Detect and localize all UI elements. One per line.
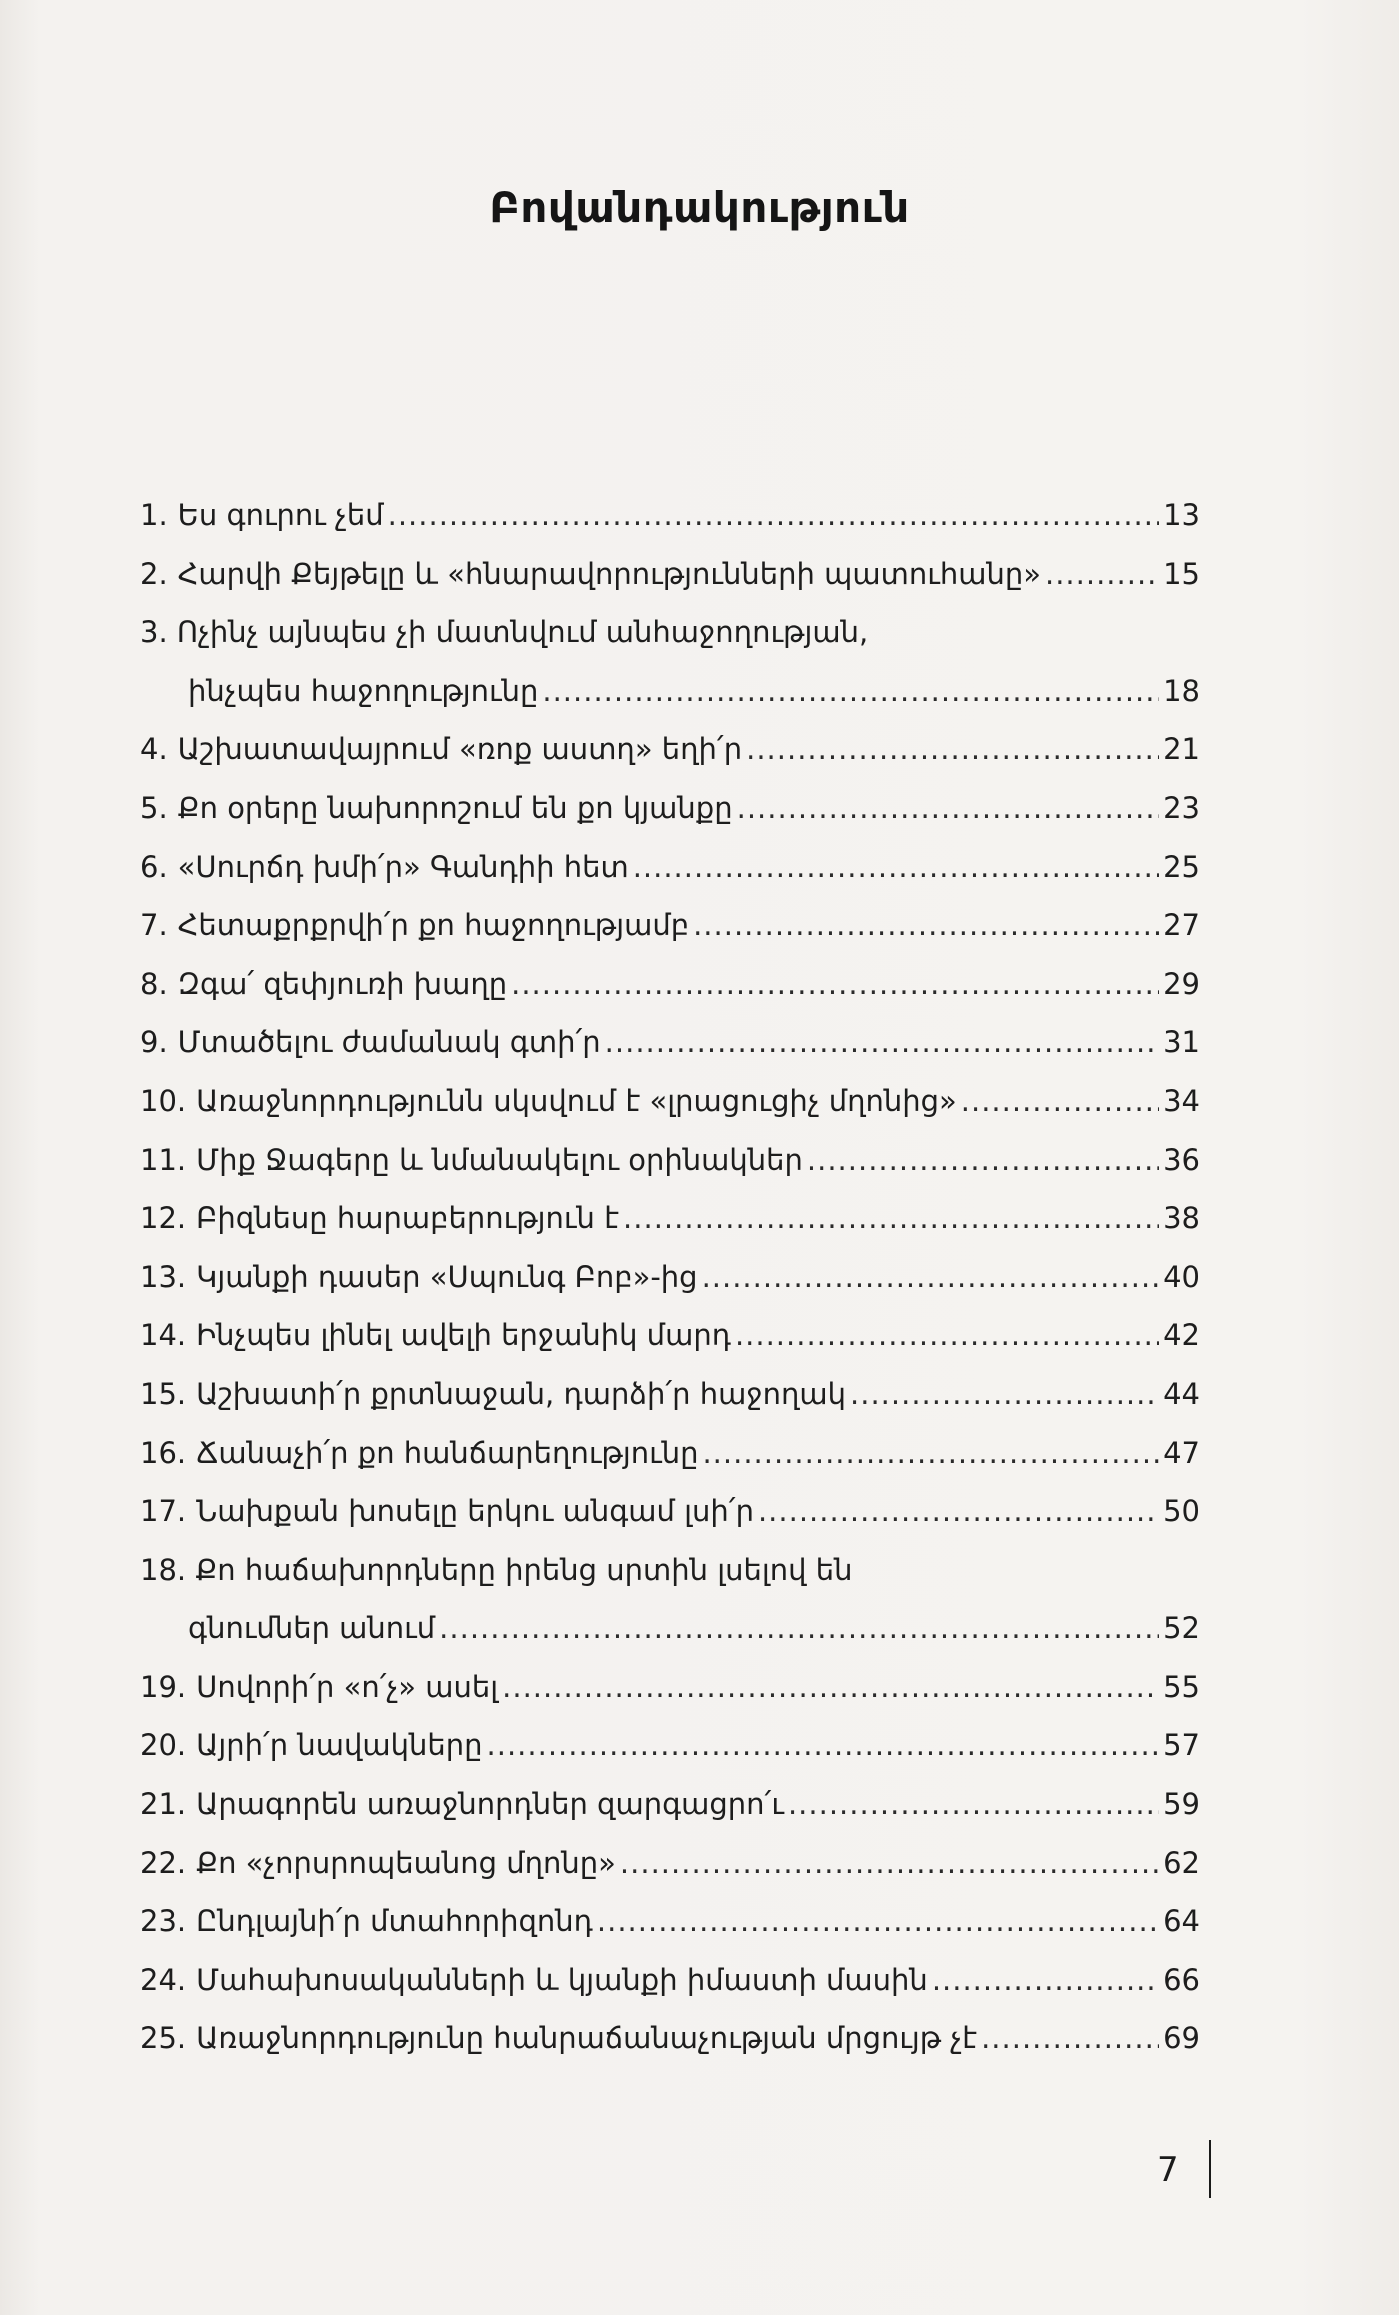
toc-entry <box>140 779 1200 838</box>
toc-entry-page: 59 <box>1163 1787 1200 1822</box>
toc-entry-number: 21. <box>140 1787 187 1822</box>
dot-leader <box>605 1013 1159 1072</box>
toc-entry <box>140 2009 1200 2068</box>
toc-entry <box>140 1834 1200 1893</box>
toc-entry <box>140 1775 1200 1834</box>
toc-entry <box>140 545 1200 604</box>
toc-entry-number: 14. <box>140 1318 187 1353</box>
dot-leader <box>502 1658 1159 1717</box>
toc-entry-title: Ինչպես լինել ավելի երջանիկ մարդ <box>196 1318 731 1353</box>
dot-leader <box>850 1365 1159 1424</box>
toc-entry <box>140 1131 1200 1190</box>
toc-entry-number: 12. <box>140 1201 187 1236</box>
toc-entry-page: 38 <box>1163 1201 1200 1236</box>
dot-leader <box>807 1131 1159 1190</box>
toc-entry <box>140 1892 1200 1951</box>
toc-entry <box>140 1248 1200 1307</box>
toc-entry <box>140 1716 1200 1775</box>
toc-entry-page: 66 <box>1163 1962 1200 1997</box>
toc-entry-page: 21 <box>1163 732 1200 767</box>
toc-entry-title: Քո «չորսրոպեանոց մղոնը» <box>196 1845 616 1880</box>
toc-entry-page: 25 <box>1163 849 1200 884</box>
toc-entry <box>140 1189 1200 1248</box>
toc-entry-title: Կյանքի դասեր «Սպունգ Բոբ»-ից <box>196 1259 698 1294</box>
toc-entry <box>140 838 1200 897</box>
toc-entry-title: Բիզնեսը հարաբերություն է <box>196 1201 620 1236</box>
page-title: Բովանդակություն <box>489 183 910 232</box>
toc-entry-page: 64 <box>1163 1904 1200 1939</box>
toc-entry-page: 23 <box>1163 790 1200 825</box>
toc-entry-page: 15 <box>1163 556 1200 591</box>
toc-entry-title: ինչպես հաջողությունը <box>188 673 539 708</box>
dot-leader <box>735 1306 1159 1365</box>
toc-entry-number: 6. <box>140 849 168 884</box>
dot-leader <box>542 662 1159 721</box>
toc-entry-number: 15. <box>140 1376 187 1411</box>
toc-entry-number: 19. <box>140 1669 187 1704</box>
dot-leader <box>981 2009 1159 2068</box>
toc-entry <box>140 720 1200 779</box>
toc-entry <box>140 1072 1200 1131</box>
toc-entry-number: 8. <box>140 966 168 1001</box>
dot-leader <box>511 955 1159 1014</box>
toc-entry <box>140 486 1200 545</box>
toc-entry-page: 55 <box>1163 1669 1200 1704</box>
dot-leader <box>746 720 1159 779</box>
toc-entry-page: 31 <box>1163 1025 1200 1060</box>
toc-entry-title: Նախքան խոսելը երկու անգամ լսի՛ր <box>196 1494 754 1529</box>
toc-entry-page: 36 <box>1163 1142 1200 1177</box>
toc-entry-title: Աշխատի՛ր քրտնաջան, դարձի՛ր հաջողակ <box>196 1376 847 1411</box>
toc-entry-page: 34 <box>1163 1083 1200 1118</box>
toc-entry-number: 16. <box>140 1435 187 1470</box>
toc-entry-number: 17. <box>140 1494 187 1529</box>
toc-entry-title: Առաջնորդությունը հանրաճանաչության մրցույթ չէ <box>196 2021 978 2056</box>
toc-entry-page: 40 <box>1163 1259 1200 1294</box>
toc-entry-page: 62 <box>1163 1845 1200 1880</box>
toc-entry-number: 1. <box>140 498 168 532</box>
toc-entry-number: 7. <box>140 908 168 943</box>
dot-leader <box>758 1482 1159 1541</box>
toc-entry-title: Ճանաչի՛ր քո հանճարեղությունը <box>196 1435 699 1470</box>
toc-entry-page: 13 <box>1163 498 1200 532</box>
dot-leader <box>788 1775 1159 1834</box>
toc-entry-title: Միք Ջագերը և նմանակելու օրինակներ <box>196 1142 803 1177</box>
dot-leader <box>597 1892 1159 1951</box>
toc-entry-number: 9. <box>140 1025 168 1060</box>
toc-entry <box>140 955 1200 1014</box>
toc-entry-page: 50 <box>1163 1494 1200 1529</box>
toc-entry-number: 13. <box>140 1259 187 1294</box>
dot-leader <box>1045 545 1159 604</box>
toc-entry-page: 52 <box>1163 1611 1200 1646</box>
toc-entry <box>140 1951 1200 2010</box>
toc-entry-number: 2. <box>140 556 168 591</box>
dot-leader <box>623 1189 1159 1248</box>
toc-entry-number: 24. <box>140 1962 187 1997</box>
toc-entry <box>140 1013 1200 1072</box>
toc-entry-title: Սովորի՛ր «ո՛չ» ասել <box>196 1669 499 1704</box>
page-number-rule <box>1209 2140 1211 2198</box>
toc-entry-title: գնումներ անում <box>188 1611 436 1646</box>
table-of-contents <box>140 486 1200 2068</box>
toc-entry-title: Մահախոսականների և կյանքի իմաստի մասին <box>196 1962 928 1997</box>
dot-leader <box>702 1248 1160 1307</box>
toc-entry <box>140 1424 1200 1483</box>
toc-entry-title: Աշխատավայրում «ռոք աստղ» եղի՛ր <box>177 732 743 767</box>
toc-entry-title: Արագորեն առաջնորդներ զարգացրո՛ւ <box>196 1787 784 1822</box>
toc-entry-page: 18 <box>1163 673 1200 708</box>
dot-leader <box>439 1599 1159 1658</box>
toc-entry-number: 22. <box>140 1845 187 1880</box>
toc-entry-title-line1: Քո հաճախորդները իրենց սրտին լսելով են <box>195 1552 853 1587</box>
toc-entry-title: Այրի՛ր նավակները <box>196 1728 483 1763</box>
toc-entry <box>140 1365 1200 1424</box>
dot-leader <box>633 838 1159 897</box>
toc-entry <box>140 1658 1200 1717</box>
toc-entry-page: 69 <box>1163 2021 1200 2056</box>
toc-entry <box>140 1306 1200 1365</box>
toc-entry-page: 27 <box>1163 908 1200 943</box>
toc-entry <box>140 603 1200 720</box>
toc-entry-number: 4. <box>140 732 168 767</box>
dot-leader <box>620 1834 1159 1893</box>
page-number: 7 <box>1157 2150 1179 2190</box>
dot-leader <box>961 1072 1159 1131</box>
toc-entry-page: 44 <box>1163 1376 1200 1411</box>
toc-entry-number: 3. <box>140 615 168 650</box>
toc-entry-page: 42 <box>1163 1318 1200 1353</box>
toc-entry-title-line1: Ոչինչ այնպես չի մատնվում անհաջողության, <box>176 615 869 650</box>
toc-entry-title: Մտածելու ժամանակ գտի՛ր <box>177 1025 601 1060</box>
toc-entry-page: 29 <box>1163 966 1200 1001</box>
dot-leader <box>932 1951 1159 2010</box>
toc-entry-number: 18. <box>140 1552 187 1587</box>
toc-entry-title: Քո օրերը նախորոշում են քո կյանքը <box>177 790 733 825</box>
toc-entry-page: 57 <box>1163 1728 1200 1763</box>
toc-entry-number: 11. <box>140 1142 187 1177</box>
toc-entry <box>140 896 1200 955</box>
dot-leader <box>693 896 1159 955</box>
toc-entry <box>140 1541 1200 1658</box>
dot-leader <box>737 779 1159 838</box>
toc-entry-title: Առաջնորդությունն սկսվում է «լրացուցիչ մղոնից» <box>196 1083 957 1118</box>
toc-entry-title: Ընդլայնի՛ր մտահորիզոնդ <box>196 1904 593 1939</box>
dot-leader <box>388 486 1159 545</box>
toc-entry-number: 10. <box>140 1083 187 1118</box>
toc-entry-number: 20. <box>140 1728 187 1763</box>
toc-entry <box>140 1482 1200 1541</box>
toc-entry-title: «Սուրճդ խմի՛ր» Գանդիի հետ <box>177 849 629 884</box>
toc-entry-page: 47 <box>1163 1435 1200 1470</box>
toc-entry-title: Զգա՛ զեփյուռի խաղը <box>177 966 508 1001</box>
toc-entry-title: Հետաքրքրվի՛ր քո հաջողությամբ <box>177 908 690 943</box>
toc-entry-title: Հարվի Քեյթելը և «հնարավորությունների պատուհանը» <box>177 556 1041 591</box>
toc-entry-number: 23. <box>140 1904 187 1939</box>
toc-entry-title: Ես գուրու չեմ <box>177 498 384 532</box>
dot-leader <box>702 1424 1159 1483</box>
dot-leader <box>487 1716 1160 1775</box>
toc-entry-number: 25. <box>140 2021 187 2056</box>
toc-entry-number: 5. <box>140 790 168 825</box>
